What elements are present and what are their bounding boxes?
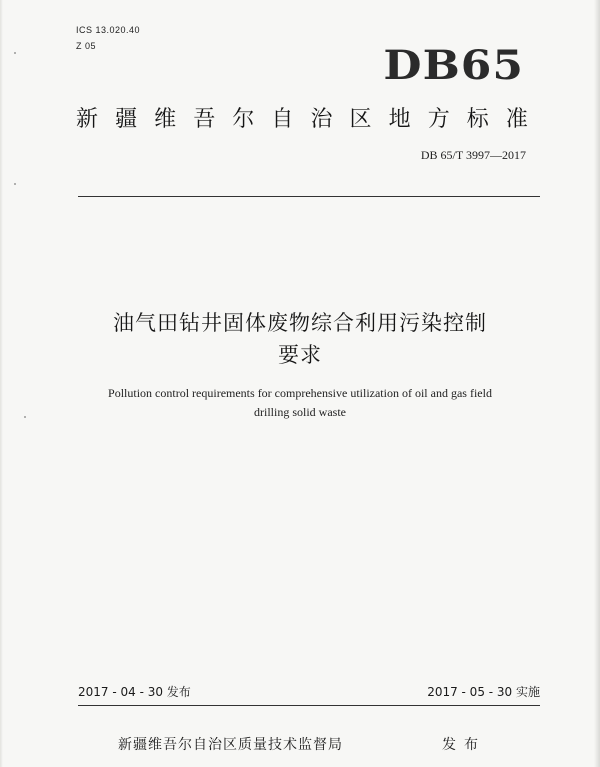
standard-type-char: 自 <box>271 107 294 132</box>
standard-type-char: 区 <box>349 107 372 132</box>
issuing-authority: 新疆维吾尔自治区质量技术监督局 <box>118 737 343 753</box>
scan-speck <box>14 52 16 54</box>
standard-type-char: 治 <box>310 107 333 132</box>
db-logo: DB65 <box>383 42 524 89</box>
scan-speck <box>14 183 16 185</box>
footer-divider <box>78 705 540 706</box>
english-title-line-2: drilling solid waste <box>254 405 346 419</box>
implementation-date: 2017 - 05 - 30 实施 <box>427 685 540 699</box>
standard-type-char: 吾 <box>193 107 216 132</box>
standard-number: DB 65/T 3997—2017 <box>420 148 526 162</box>
standard-type-char: 维 <box>154 107 177 132</box>
ccs-code: Z 05 <box>76 41 97 51</box>
scan-speck <box>24 416 26 418</box>
issue-date: 2017 - 04 - 30 发布 <box>78 685 191 699</box>
header-divider <box>78 196 540 197</box>
chinese-title-line-1: 油气田钻井固体废物综合利用污染控制 <box>113 311 487 335</box>
scan-shadow-left <box>0 0 3 767</box>
scan-shadow-right <box>594 0 600 767</box>
issue-label: 发布 <box>442 737 486 753</box>
standard-type-char: 新 <box>76 107 99 132</box>
standard-type-char: 标 <box>466 107 489 132</box>
ics-code: ICS 13.020.40 <box>76 25 141 35</box>
standard-type-char: 尔 <box>232 107 255 132</box>
chinese-title-line-2: 要求 <box>278 343 322 367</box>
standard-type-char: 方 <box>427 107 450 132</box>
standard-type-char: 疆 <box>115 107 138 132</box>
english-title-line-1: Pollution control requirements for comprehensive utilization of oil and gas field <box>108 386 492 400</box>
standard-type-title <box>76 102 528 133</box>
standard-type-char: 地 <box>388 107 411 132</box>
standard-type-char: 准 <box>505 107 528 132</box>
